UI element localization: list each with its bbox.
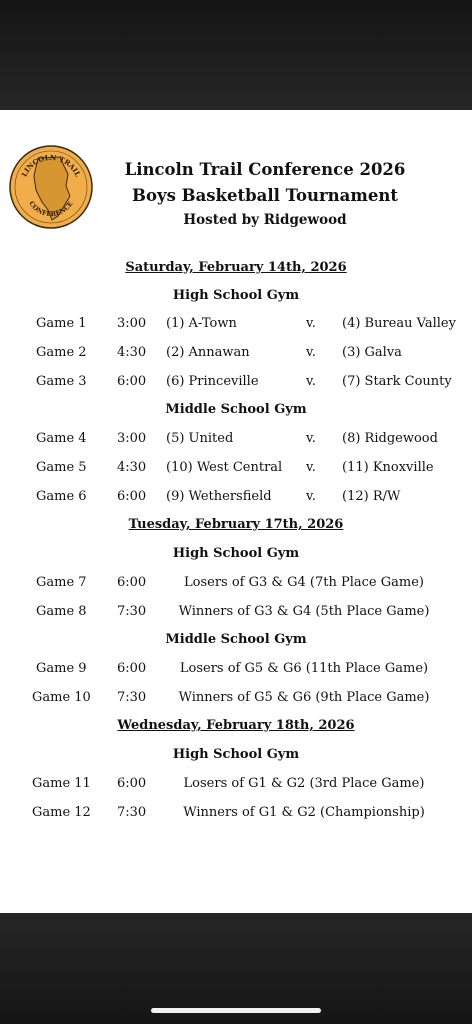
game-number: Game 10 [32, 690, 91, 705]
game-description: Losers of G1 & G2 (3rd Place Game) [183, 776, 425, 791]
team-two: (4) Bureau Valley [342, 316, 456, 331]
game-time: 6:00 [117, 575, 147, 590]
game-number: Game 11 [32, 776, 91, 791]
versus-label: v. [306, 489, 316, 504]
date-heading-saturday: Saturday, February 14th, 2026 [125, 260, 347, 275]
game-time: 7:30 [117, 604, 147, 619]
game-row [0, 489, 472, 509]
game-number: Game 1 [36, 316, 87, 331]
game-time: 6:00 [117, 776, 147, 791]
versus-label: v. [306, 374, 316, 389]
team-one: (1) A-Town [166, 316, 237, 331]
game-row [0, 604, 472, 624]
game-time: 4:30 [117, 460, 147, 475]
gym-heading: High School Gym [172, 747, 300, 762]
date-heading-wednesday: Wednesday, February 18th, 2026 [117, 718, 355, 733]
seal-text-top: LINCOLN TRAIL [19, 152, 83, 179]
home-indicator-bar[interactable] [151, 1008, 321, 1013]
seal-text-bottom: CONFERENCE [27, 199, 75, 219]
game-row [0, 374, 472, 394]
game-number: Game 2 [36, 345, 87, 360]
team-two: (7) Stark County [342, 374, 452, 389]
game-time: 4:30 [117, 345, 147, 360]
versus-label: v. [306, 460, 316, 475]
game-description: Winners of G1 & G2 (Championship) [183, 805, 425, 820]
team-two: (11) Knoxville [342, 460, 434, 475]
game-number: Game 8 [36, 604, 87, 619]
team-one: (5) United [166, 431, 234, 446]
tournament-title: Boys Basketball Tournament [132, 186, 398, 205]
game-time: 7:30 [117, 690, 147, 705]
team-one: (10) West Central [166, 460, 283, 475]
game-description: Losers of G5 & G6 (11th Place Game) [179, 661, 429, 676]
game-row [0, 661, 472, 681]
game-description: Losers of G3 & G4 (7th Place Game) [184, 575, 424, 590]
game-number: Game 6 [36, 489, 87, 504]
team-two: (12) R/W [342, 489, 401, 504]
versus-label: v. [306, 345, 316, 360]
game-number: Game 3 [36, 374, 87, 389]
game-description: Winners of G3 & G4 (5th Place Game) [178, 604, 430, 619]
conference-title: Lincoln Trail Conference 2026 [124, 160, 406, 179]
gym-heading: High School Gym [172, 546, 300, 561]
game-time: 6:00 [117, 489, 147, 504]
game-time: 3:00 [117, 431, 147, 446]
schedule-document [0, 110, 472, 913]
game-time: 3:00 [117, 316, 147, 331]
game-number: Game 12 [32, 805, 91, 820]
top-black-bar [0, 0, 472, 110]
game-row [0, 690, 472, 710]
date-heading-tuesday: Tuesday, February 17th, 2026 [128, 517, 344, 532]
team-one: (9) Wethersfield [166, 489, 272, 504]
versus-label: v. [306, 431, 316, 446]
game-row [0, 316, 472, 336]
host-line: Hosted by Ridgewood [183, 212, 347, 228]
game-number: Game 7 [36, 575, 87, 590]
game-row [0, 776, 472, 796]
game-number: Game 5 [36, 460, 87, 475]
game-row [0, 345, 472, 365]
game-row [0, 805, 472, 825]
team-one: (2) Annawan [166, 345, 250, 360]
game-number: Game 9 [36, 661, 87, 676]
game-description: Winners of G5 & G6 (9th Place Game) [178, 690, 430, 705]
team-two: (3) Galva [342, 345, 402, 360]
game-number: Game 4 [36, 431, 87, 446]
conference-seal-logo [8, 144, 94, 230]
game-row [0, 575, 472, 595]
gym-heading: Middle School Gym [165, 632, 307, 647]
game-time: 6:00 [117, 661, 147, 676]
versus-label: v. [306, 316, 316, 331]
game-row [0, 460, 472, 480]
gym-heading: High School Gym [172, 288, 300, 303]
gym-heading: Middle School Gym [165, 402, 307, 417]
team-two: (8) Ridgewood [342, 431, 438, 446]
game-row [0, 431, 472, 451]
game-time: 6:00 [117, 374, 147, 389]
game-time: 7:30 [117, 805, 147, 820]
team-one: (6) Princeville [166, 374, 259, 389]
